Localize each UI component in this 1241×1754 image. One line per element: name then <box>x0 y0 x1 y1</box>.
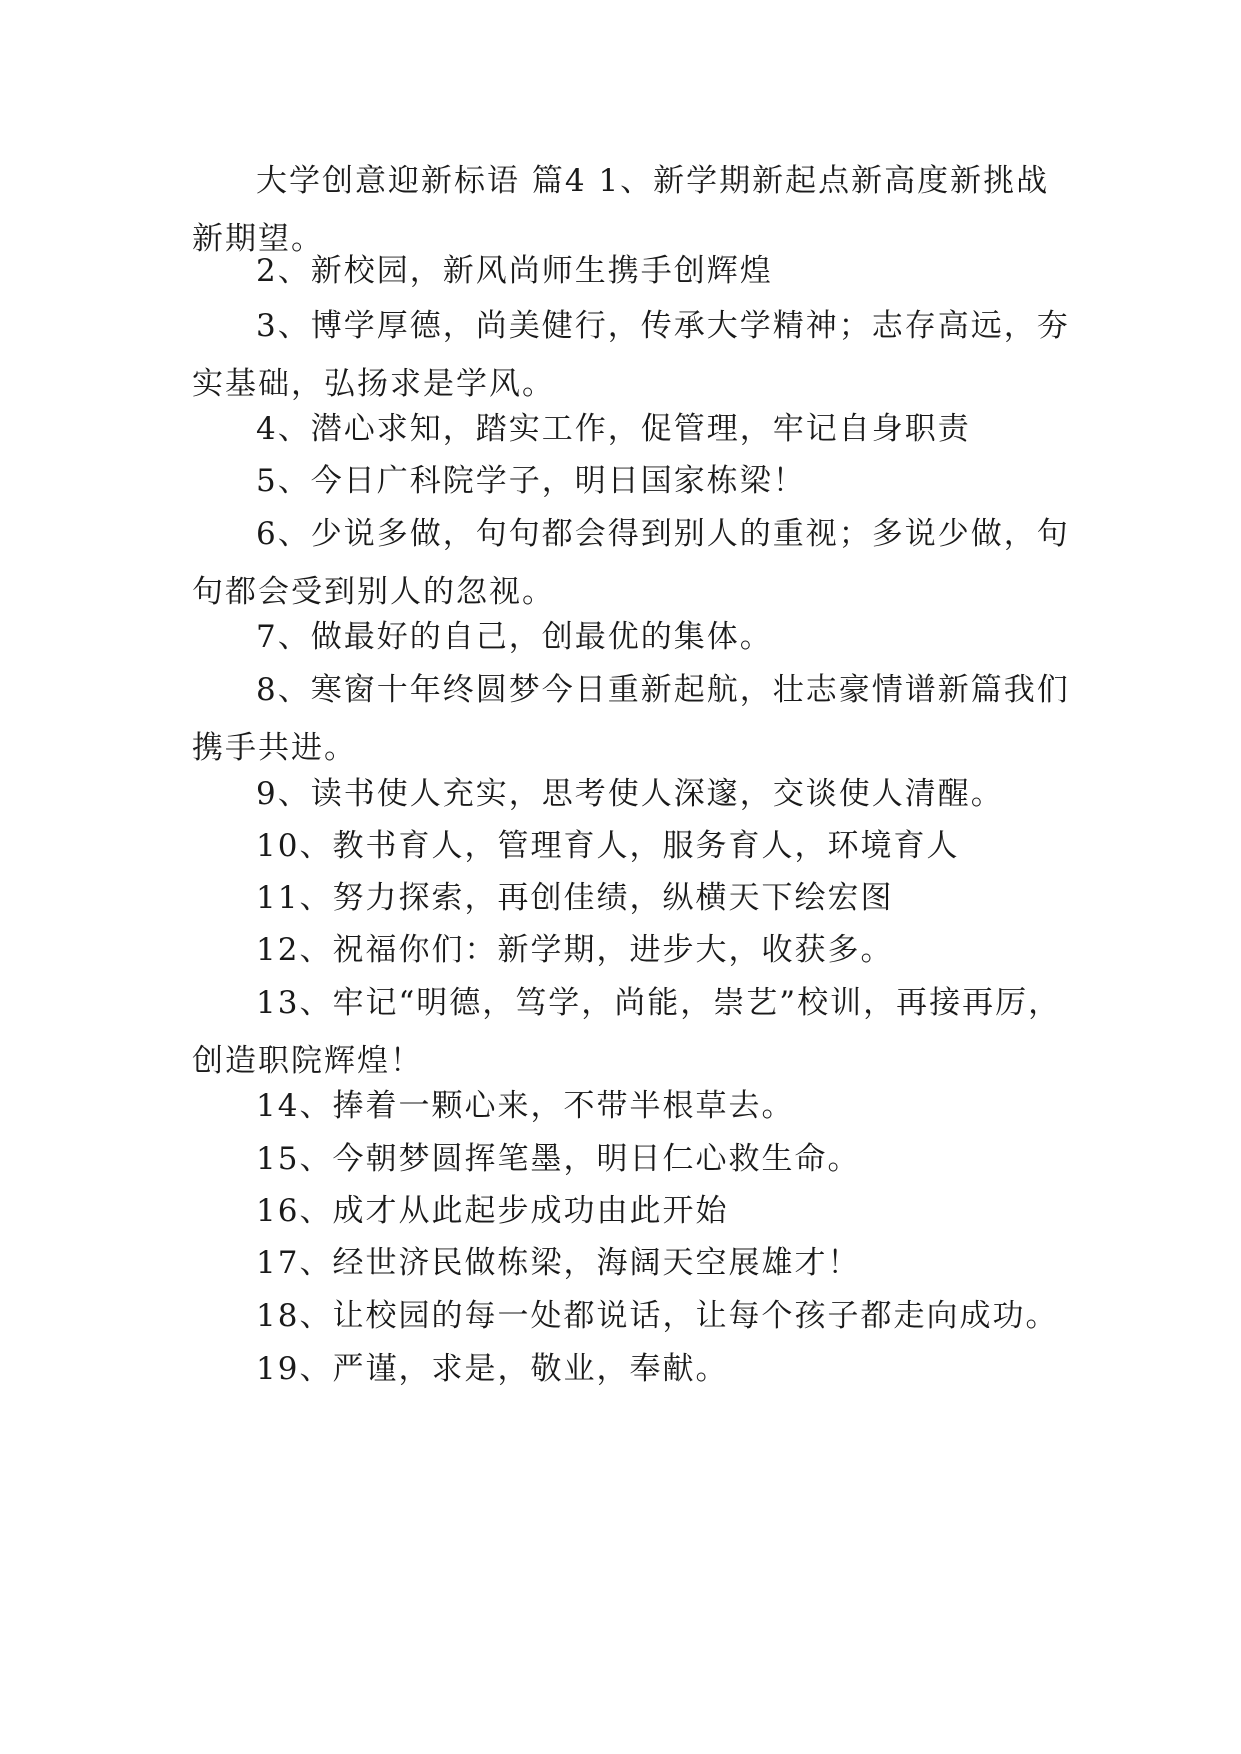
list-item: 8、寒窗十年终圆梦今日重新起航，壮志豪情谱新篇我们携手共进。 <box>192 672 1070 766</box>
list-item: 3、博学厚德，尚美健行，传承大学精神；志存高远，夯实基础，弘扬求是学风。 <box>192 308 1070 402</box>
list-item: 15、今朝梦圆挥笔墨，明日仁心救生命。 <box>256 1141 861 1177</box>
list-item: 9、读书使人充实，思考使人深邃，交谈使人清醒。 <box>256 776 1004 812</box>
list-item: 13、牢记“明德，笃学，尚能，崇艺”校训，再接再厉，创造职院辉煌！ <box>192 985 1062 1079</box>
list-item: 18、让校园的每一处都说话，让每个孩子都走向成功。 <box>256 1298 1059 1334</box>
list-item: 14、捧着一颗心来，不带半根草去。 <box>256 1088 795 1124</box>
heading-spacer <box>587 163 599 199</box>
list-item: 12、祝福你们：新学期，进步大，收获多。 <box>256 932 894 968</box>
list-item: 17、经世济民做栋梁，海阔天空展雄才！ <box>256 1245 861 1281</box>
list-item: 19、严谨，求是，敬业，奉献。 <box>256 1351 729 1387</box>
list-item: 4、潜心求知，踏实工作，促管理，牢记自身职责 <box>256 411 971 447</box>
list-item: 11、努力探索，再创佳绩，纵横天下绘宏图 <box>256 880 894 916</box>
list-item: 16、成才从此起步成功由此开始 <box>256 1193 729 1229</box>
list-item: 10、教书育人，管理育人，服务育人，环境育人 <box>256 828 960 864</box>
list-item: 2、新校园，新风尚师生携手创辉煌 <box>256 253 773 289</box>
document-heading: 大学创意迎新标语 篇4 <box>256 163 587 199</box>
list-item: 5、今日广科院学子，明日国家栋梁！ <box>256 463 806 499</box>
list-item: 6、少说多做，句句都会得到别人的重视；多说少做，句句都会受到别人的忽视。 <box>192 516 1070 610</box>
list-item: 1、新学期新起点新高度新挑战新期望。 <box>192 163 1050 257</box>
list-item: 7、做最好的自己，创最优的集体。 <box>256 619 773 655</box>
